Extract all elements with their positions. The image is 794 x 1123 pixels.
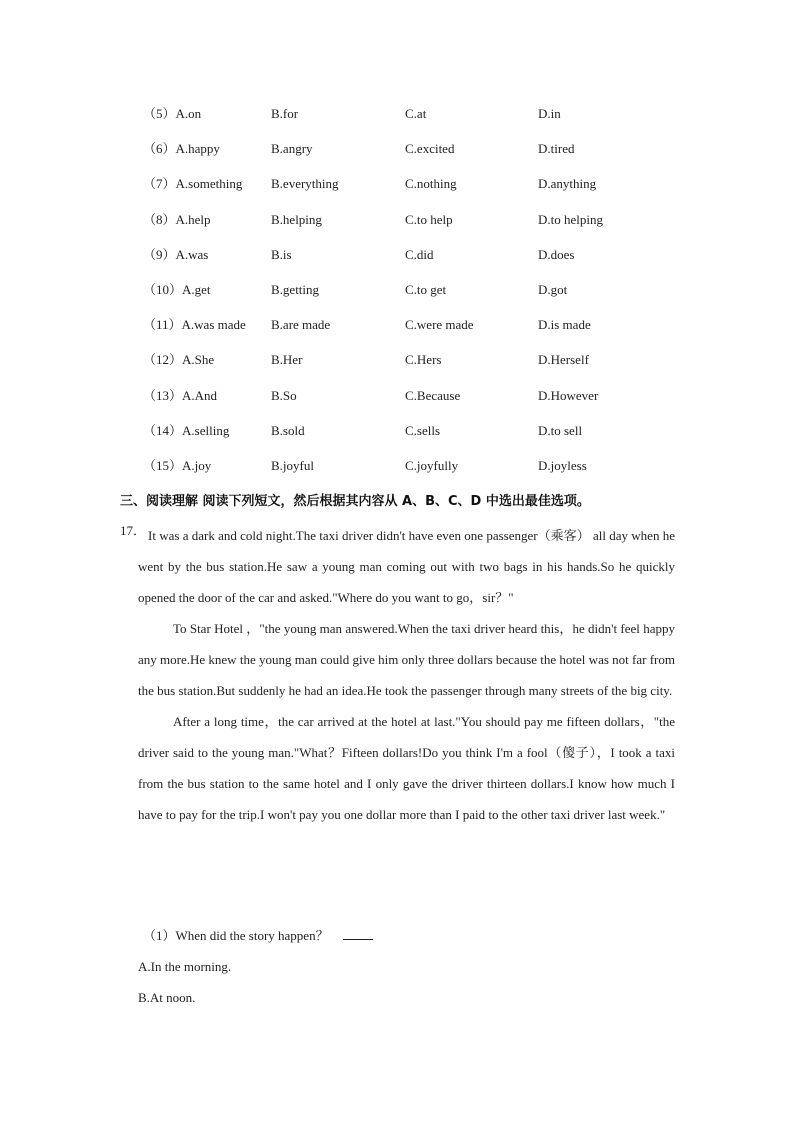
reading-passage xyxy=(138,520,675,830)
option-d: D.does xyxy=(538,246,575,262)
option-c: C.Hers xyxy=(405,352,442,368)
option-c: C.nothing xyxy=(405,176,457,192)
option-d: D.to helping xyxy=(538,211,603,227)
option-a xyxy=(143,245,208,265)
question-number: （14） xyxy=(143,422,183,438)
option-a-text: A.was made xyxy=(181,317,246,333)
section-heading: 三、阅读理解 阅读下列短文，然后根据其内容从 A、B、C、D 中选出最佳选项。 xyxy=(120,494,590,509)
option-row xyxy=(143,139,703,174)
option-a-text: A.help xyxy=(175,211,211,227)
option-b: B.joyful xyxy=(271,457,314,473)
question-number: （10） xyxy=(143,281,183,297)
option-a-text: A.get xyxy=(182,281,211,297)
sub-question-text: （1）When did the story happen？ xyxy=(143,928,329,943)
option-a xyxy=(143,280,211,300)
option-c: C.excited xyxy=(405,141,455,157)
question-number: （6） xyxy=(143,141,176,157)
option-b: B.helping xyxy=(271,211,322,227)
question-number: 17． xyxy=(120,523,147,538)
question-number: （12） xyxy=(143,352,183,368)
option-d: D.got xyxy=(538,281,568,297)
option-c: C.were made xyxy=(405,317,474,333)
option-a-text: A.joy xyxy=(182,457,212,473)
option-a-text: A.She xyxy=(182,352,215,368)
question-number: （7） xyxy=(143,176,176,192)
option-a xyxy=(143,210,211,230)
option-b: B.angry xyxy=(271,141,313,157)
option-c: C.joyfully xyxy=(405,457,459,473)
option-row xyxy=(143,421,703,456)
option-d: D.anything xyxy=(538,176,597,192)
option-b: B.for xyxy=(271,106,299,121)
option-c: C.Because xyxy=(405,387,461,403)
answer-choice: A.In the morning. xyxy=(138,959,232,974)
sub-question xyxy=(143,926,373,946)
option-row xyxy=(143,174,703,209)
option-a-text: A.something xyxy=(175,176,243,192)
option-d: D.tired xyxy=(538,141,575,157)
question-number: （9） xyxy=(143,246,176,262)
passage-paragraph: To Star Hotel ，"the young man answered.When the taxi driver heard this，he didn't feel happy any more.He knew the young man could give him only three dollars because the hotel was not far from the bus station.But suddenly he had an idea.He took the passenger through many streets of the big city. xyxy=(138,621,675,698)
options-grid xyxy=(143,104,703,491)
option-c: C.to get xyxy=(405,281,447,297)
option-b: B.is xyxy=(271,246,292,262)
option-a xyxy=(143,139,220,159)
option-b: B.So xyxy=(271,387,297,403)
option-d: D.However xyxy=(538,387,599,403)
answer-choice: B.At noon. xyxy=(138,990,196,1005)
option-d: D.in xyxy=(538,106,561,121)
option-a-text: A.happy xyxy=(175,141,220,157)
option-a xyxy=(143,350,214,370)
option-a-text: A.was xyxy=(175,246,209,262)
option-a xyxy=(143,421,229,441)
question-number: （5） xyxy=(143,106,176,121)
option-b: B.sold xyxy=(271,422,305,438)
option-b: B.Her xyxy=(271,352,303,368)
option-row xyxy=(143,210,703,245)
passage-paragraph: It was a dark and cold night.The taxi driver didn't have even one passenger（乘客） all day when he went by the bus station.He saw a young man coming out with two bags in his hands.So he quickly opened the door of the car and asked."Where do you want to go，sir？" xyxy=(138,528,675,605)
option-c: C.at xyxy=(405,106,427,121)
option-row xyxy=(143,315,703,350)
option-d: D.joyless xyxy=(538,457,587,473)
option-d: D.is made xyxy=(538,317,591,333)
option-d: D.to sell xyxy=(538,422,583,438)
option-b: B.getting xyxy=(271,281,320,297)
option-c: C.to help xyxy=(405,211,453,227)
option-a-text: A.selling xyxy=(182,422,230,438)
option-row xyxy=(143,245,703,280)
option-a-text: A.on xyxy=(175,106,202,121)
question-number: （8） xyxy=(143,211,176,227)
option-row xyxy=(143,456,703,491)
option-row xyxy=(143,104,703,139)
answer-blank[interactable] xyxy=(343,927,373,940)
question-number: （15） xyxy=(143,457,183,473)
option-c: C.sells xyxy=(405,422,441,438)
question-number: （11） xyxy=(143,317,182,333)
option-a xyxy=(143,104,201,124)
option-b: B.are made xyxy=(271,317,331,333)
option-a-text: A.And xyxy=(182,387,218,403)
option-b: B.everything xyxy=(271,176,339,192)
option-c: C.did xyxy=(405,246,434,262)
option-a xyxy=(143,315,246,335)
option-a xyxy=(143,386,217,406)
option-row xyxy=(143,386,703,421)
option-d: D.Herself xyxy=(538,352,589,368)
option-row xyxy=(143,350,703,385)
option-a xyxy=(143,456,211,476)
option-a xyxy=(143,174,242,194)
passage-paragraph: After a long time，the car arrived at the hotel at last."You should pay me fifteen dollars，"the driver said to the young man."What？Fifteen dollars!Do you think I'm a fool（傻子），I took a taxi from the bus station to the same hotel and I only gave the driver thirteen dollars.I know how much I have to pay for the trip.I won't pay you one dollar more than I paid to the other taxi driver last week." xyxy=(138,714,675,822)
option-row xyxy=(143,280,703,315)
question-number: （13） xyxy=(143,387,183,403)
